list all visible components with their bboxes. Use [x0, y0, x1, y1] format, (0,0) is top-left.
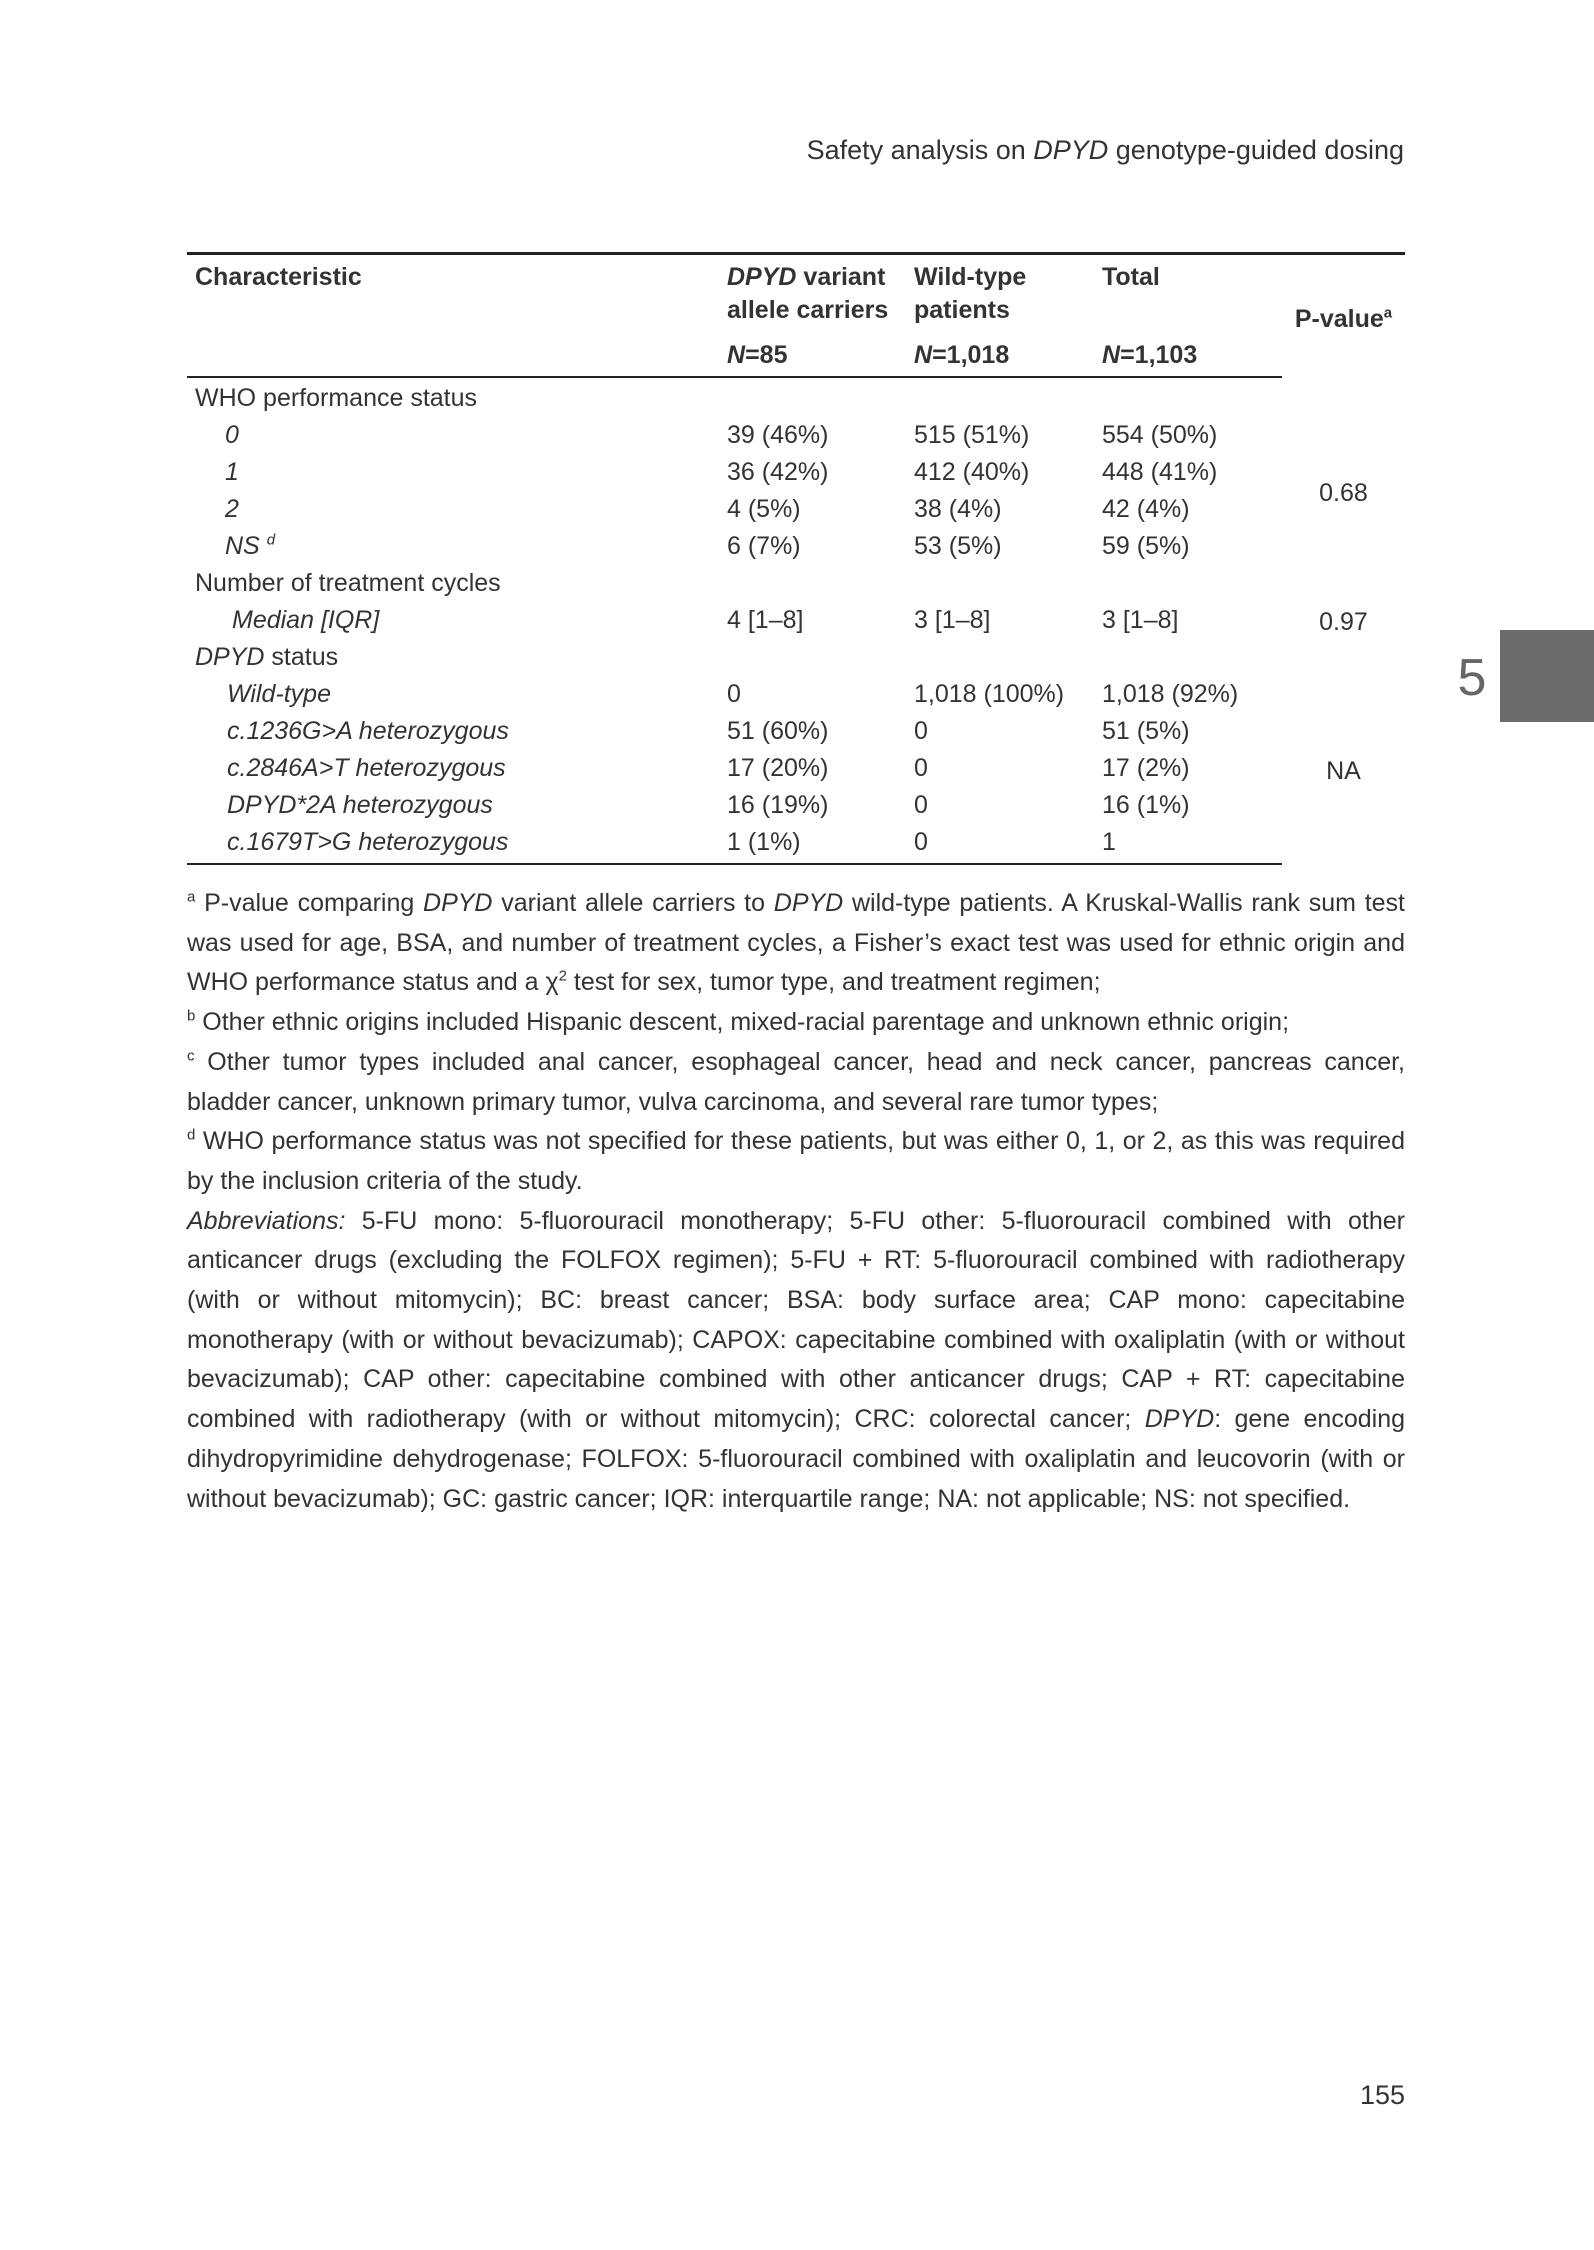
footnote-c	[187, 1043, 1405, 1122]
cell-variant: 36 (42%)	[727, 458, 829, 486]
footnote-a-text-1: P-value comparing	[195, 889, 424, 917]
header-n-total	[1094, 330, 1282, 377]
chapter-tab	[1500, 630, 1594, 722]
cell-variant: 17 (20%)	[727, 754, 829, 782]
table-row	[187, 826, 1405, 864]
row-label: c.1679T>G heterozygous	[187, 826, 719, 864]
row-label-ns-sup: d	[266, 531, 276, 549]
cell-wild-type: 0	[914, 717, 928, 745]
row-label: Median [IQR]	[232, 606, 380, 634]
cell-total: 16 (1%)	[1102, 791, 1190, 819]
cell-wild-type: 3 [1–8]	[914, 606, 991, 634]
cell-wild-type: 1,018 (100%)	[914, 680, 1065, 708]
footnote-mark-b: b	[187, 1007, 196, 1025]
header-empty	[187, 294, 719, 330]
cell-total: 554 (50%)	[1102, 421, 1218, 449]
row-label: 2	[225, 495, 239, 523]
cell-pvalue-who: 0.68	[1319, 478, 1368, 507]
row-label: Wild-type	[227, 680, 331, 708]
footnote-a-text-3: wild-type patients. A Kruskal-Wallis rank sum test was used for age, BSA, and number of treatment cycles, a Fisher’s exact test was used for ethnic origin and WHO performance status and a χ	[187, 889, 1405, 997]
header-characteristic: Characteristic	[195, 263, 362, 291]
section-label-cycles: Number of treatment cycles	[195, 569, 501, 597]
footnote-b	[187, 1003, 1405, 1043]
footnote-mark-c: c	[187, 1047, 195, 1065]
header-n-row	[187, 330, 1405, 377]
header-variant-line2: allele carriers	[727, 296, 889, 324]
footnote-mark-a: a	[187, 888, 196, 906]
cell-pvalue-cycles: 0.97	[1319, 608, 1368, 636]
cell-wild-type: 0	[914, 791, 928, 819]
abbreviations-text-2: : gene encoding dihydropyrimidine dehydrogenase; FOLFOX: 5-fluorouracil combined with oxaliplatin and leucovorin (with or without bevacizumab); GC: gastric cancer; IQR: interquartile range; NA: not applicable; NS: not specified.	[187, 1405, 1405, 1513]
cell-wild-type: 0	[906, 826, 1094, 864]
row-label: c.1236G>A heterozygous	[227, 717, 509, 745]
footnote-mark-d: d	[187, 1126, 196, 1144]
n-label: N	[1102, 341, 1121, 369]
header-row-2	[187, 294, 1405, 330]
cell-total: 17 (2%)	[1102, 754, 1190, 782]
section-row-who	[187, 377, 1405, 419]
cell-wild-type: 0	[914, 754, 928, 782]
footnote-a-gene-1: DPYD	[423, 889, 493, 917]
header-n-wild-type	[906, 330, 1094, 377]
header-variant-carriers	[719, 254, 906, 295]
header-total: Total	[1102, 263, 1160, 291]
table-row	[187, 419, 1405, 456]
n-variant-value: =85	[745, 341, 788, 369]
header-n-variant	[719, 330, 906, 377]
running-header-gene: DPYD	[1033, 135, 1109, 165]
cell-wild-type: 53 (5%)	[914, 532, 1002, 560]
n-wild-type-value: =1,018	[932, 341, 1010, 369]
abbreviations-text-1: 5-FU mono: 5-fluorouracil monotherapy; 5-FU other: 5-fluorouracil combined with other anticancer drugs (excluding the FOLFOX regimen); 5-FU + RT: 5-fluorouracil combined with radiotherapy (with or without mitomycin); BC: breast cancer; BSA: body surface area; CAP mono: capecitabine monotherapy (with or without bevacizumab); CAPOX: capecitabine combined with oxaliplatin (with or without bevacizumab); CAP other: capecitabine combined with other anticancer drugs; CAP + RT: capecitabine combined with radiotherapy (with or without mitomycin); CRC: colorectal cancer;	[187, 1206, 1405, 1434]
running-header-suffix: genotype-guided dosing	[1108, 135, 1404, 165]
abbreviations-gene: DPYD	[1144, 1405, 1215, 1434]
cell-total: 42 (4%)	[1102, 495, 1190, 523]
results-table	[187, 252, 1405, 865]
header-total-line2	[1094, 294, 1282, 330]
footnote-d-text: WHO performance status was not specified for these patients, but was either 0, 1, or 2, as this was required by the inclusion criteria of the study.	[187, 1127, 1405, 1195]
cell-total: 448 (41%)	[1102, 458, 1218, 486]
n-label: N	[727, 341, 746, 369]
table-row	[187, 715, 1405, 752]
cell-wild-type: 515 (51%)	[914, 421, 1030, 449]
chapter-number: 5	[1457, 649, 1487, 707]
section-label-dpyd	[187, 641, 1405, 678]
cell-variant: 51 (60%)	[727, 717, 829, 745]
header-row	[187, 254, 1405, 295]
section-row-dpyd	[187, 641, 1405, 678]
section-label-dpyd-rest: status	[264, 643, 339, 671]
cell-variant: 16 (19%)	[727, 791, 829, 819]
cell-variant: 0	[727, 680, 741, 708]
footnote-a-gene-2: DPYD	[773, 889, 844, 917]
n-label: N	[914, 341, 933, 369]
footnote-b-text: Other ethnic origins included Hispanic descent, mixed-racial parentage and unknown ethnic origin;	[195, 1008, 1290, 1037]
footnote-a-text-2: variant allele carriers to	[492, 889, 774, 917]
n-total-value: =1,103	[1120, 341, 1198, 369]
table-row	[187, 604, 1405, 641]
footnote-d	[187, 1122, 1405, 1201]
section-label-dpyd-gene: DPYD	[195, 643, 265, 671]
cell-variant: 4 [1–8]	[727, 606, 804, 634]
cell-variant: 4 (5%)	[727, 495, 801, 523]
row-label: 0	[225, 421, 239, 449]
cell-pvalue-dpyd: NA	[1326, 756, 1361, 785]
row-label	[187, 530, 719, 567]
cell-total: 1,018 (92%)	[1102, 680, 1239, 708]
cell-total: 1	[1094, 826, 1282, 864]
table-row	[187, 752, 1405, 789]
row-label: c.2846A>T heterozygous	[227, 754, 506, 782]
table-row	[187, 493, 1405, 530]
footnote-c-text: Other tumor types included anal cancer, esophageal cancer, head and neck cancer, pancreas cancer, bladder cancer, unknown primary tumor, vulva carcinoma, and several rare tumor types;	[187, 1047, 1405, 1116]
row-label: DPYD*2A heterozygous	[227, 791, 493, 819]
table-row	[187, 678, 1405, 715]
table-row	[187, 456, 1405, 493]
page-number: 155	[1359, 2080, 1405, 2110]
cell-variant: 6 (7%)	[727, 532, 801, 560]
cell-wild-type: 38 (4%)	[914, 495, 1002, 523]
footnote-a-text-4: test for sex, tumor type, and treatment regimen;	[566, 968, 1101, 997]
cell-variant: 39 (46%)	[727, 421, 829, 449]
section-label-who: WHO performance status	[195, 384, 478, 412]
row-label: 1	[225, 458, 239, 486]
abbreviations	[187, 1202, 1405, 1520]
footnotes	[187, 884, 1405, 1519]
header-wild-type-line2: patients	[914, 296, 1010, 324]
header-wild-type: Wild-type	[914, 263, 1027, 291]
header-variant-gene: DPYD	[727, 263, 797, 291]
running-header	[807, 135, 1404, 166]
running-header-prefix: Safety analysis on	[806, 135, 1034, 165]
footnote-a	[187, 884, 1405, 1003]
cell-total: 59 (5%)	[1102, 532, 1190, 560]
cell-wild-type: 412 (40%)	[914, 458, 1030, 486]
cell-variant: 1 (1%)	[719, 826, 906, 864]
header-variant-rest: variant	[796, 263, 886, 291]
cell-total: 51 (5%)	[1102, 717, 1190, 745]
abbreviations-label: Abbreviations:	[187, 1206, 346, 1235]
cell-total: 3 [1–8]	[1102, 606, 1179, 634]
table-row	[187, 530, 1405, 567]
row-label-ns: NS	[225, 532, 260, 560]
footnote-a-chi-square-exponent: 2	[558, 968, 567, 986]
section-row-cycles	[187, 567, 1405, 604]
header-pvalue	[1282, 254, 1405, 378]
header-pvalue-label: P-value	[1294, 304, 1384, 333]
table-row	[187, 789, 1405, 826]
header-n-empty	[187, 330, 719, 377]
header-pvalue-sup: a	[1383, 304, 1393, 322]
